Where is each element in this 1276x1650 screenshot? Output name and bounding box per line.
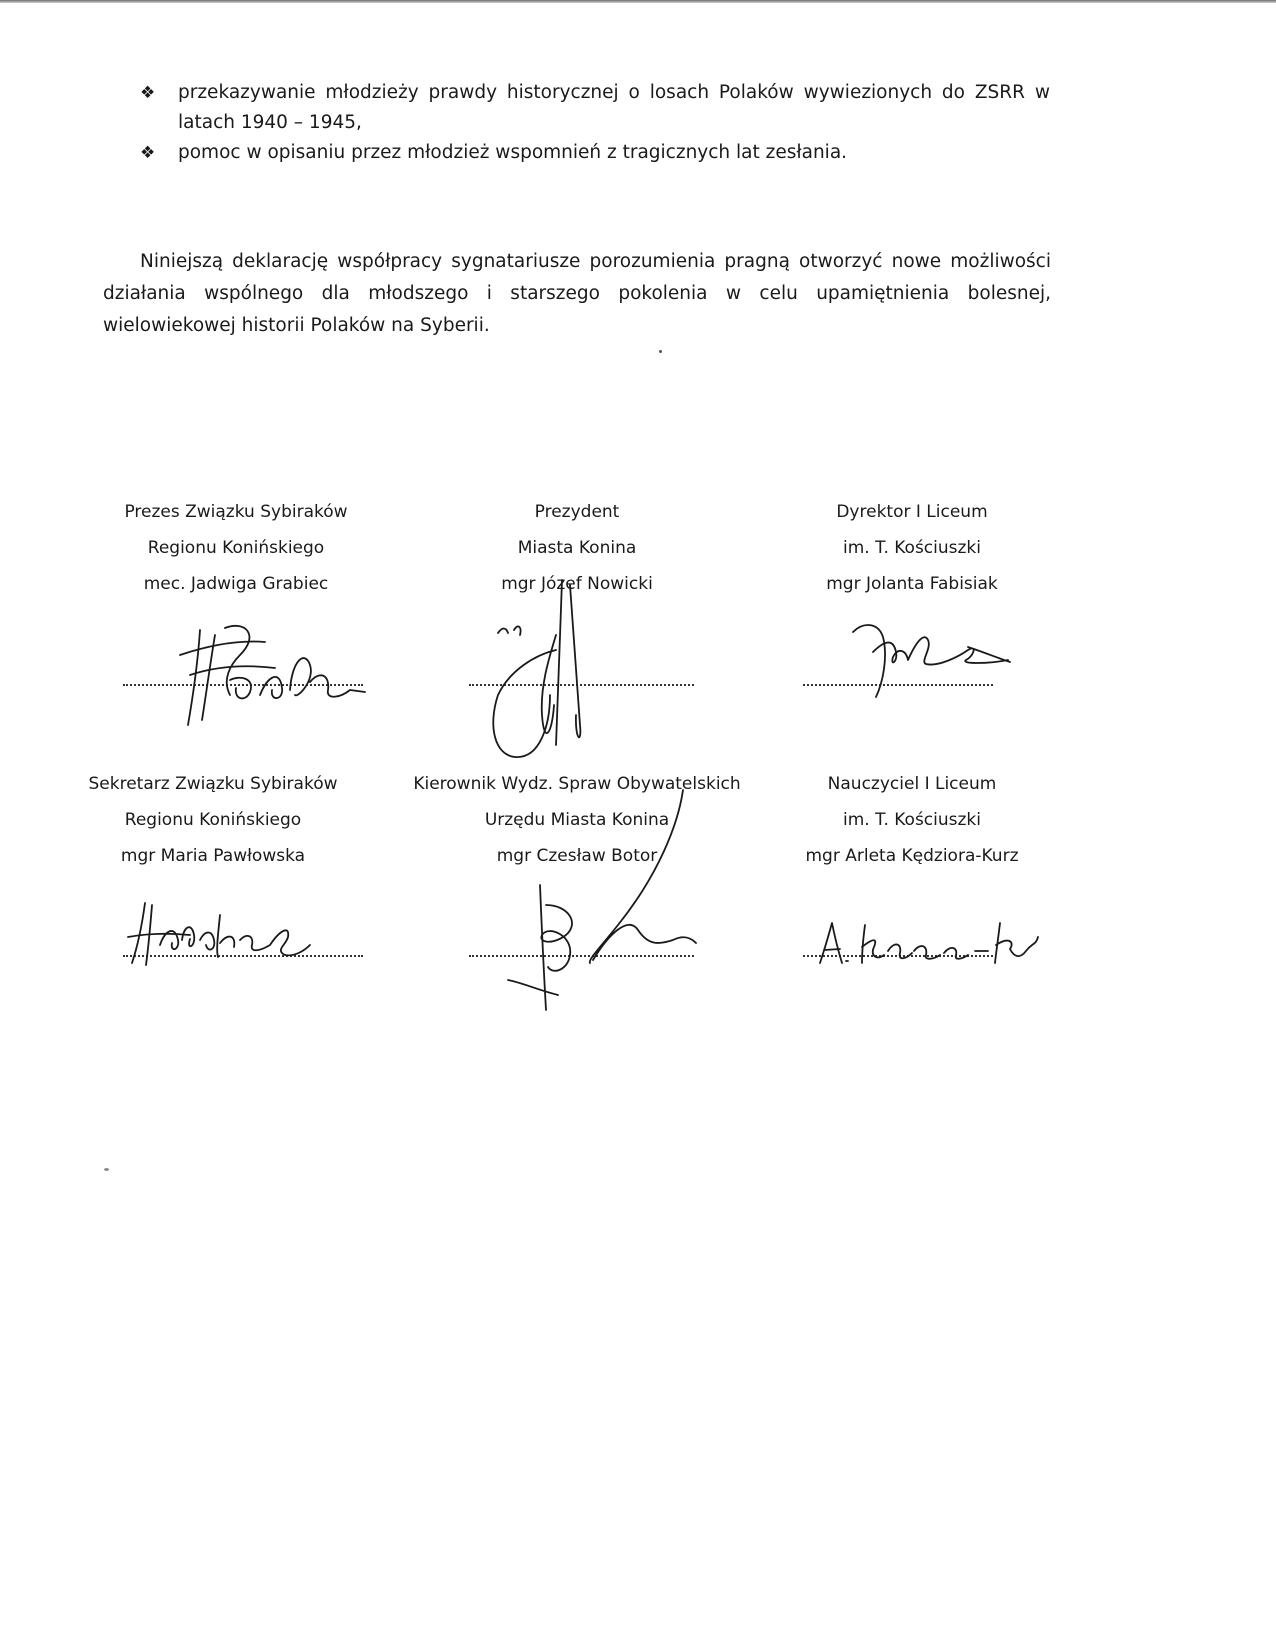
scan-edge: [0, 0, 1276, 3]
signatory-role: Dyrektor I Liceum: [836, 502, 988, 522]
diamond-bullet-icon: ❖: [140, 143, 156, 163]
signatory-org: Regionu Konińskiego: [124, 810, 302, 830]
signature-nowicki: [480, 575, 610, 765]
signatory-org: im. T. Kościuszki: [842, 810, 982, 830]
declaration-paragraph: Niniejszą deklarację współpracy sygnatariusze porozumienia pragną otworzyć nowe możliwości działania wspólnego dla młodszego i starszego pokolenia w celu upamiętnienia bolesnej, wielowiekowej historii Polaków na Syberii.: [103, 251, 1051, 336]
signatory-role: Prezydent: [534, 502, 620, 522]
goal-text: przekazywanie młodzieży prawdy historycznej o losach Polaków wywiezionych do ZSRR w latach 1940 – 1945,: [178, 82, 1050, 133]
diamond-bullet-icon: ❖: [140, 83, 156, 103]
goal-item: [140, 78, 1050, 138]
signatory-name: mgr Jolanta Fabisiak: [826, 574, 998, 594]
signatory-role: Kierownik Wydz. Spraw Obywatelskich: [413, 774, 741, 794]
signatory-block-nauczyciel: [722, 766, 1102, 874]
signatory-name: mgr Maria Pawłowska: [120, 846, 306, 866]
goals-list: [140, 78, 1050, 168]
scan-speck: [659, 350, 662, 353]
signatory-org: im. T. Kościuszki: [842, 538, 982, 558]
signatory-block-zwiazek-prezes: [46, 494, 426, 602]
signatory-name: mec. Jadwiga Grabiec: [143, 574, 329, 594]
signatory-block-dyrektor: [722, 494, 1102, 602]
signature-pawlowska: [120, 895, 320, 970]
signatory-block-zwiazek-sekretarz: [23, 766, 403, 874]
signature-grabiec: [170, 620, 380, 730]
signatory-name: mgr Czesław Botor: [496, 846, 658, 866]
signature-fabisiak: [848, 612, 1018, 702]
goal-item: [140, 138, 1050, 168]
signature-botor: [498, 785, 728, 1015]
signatory-org: Regionu Konińskiego: [147, 538, 325, 558]
goal-text: pomoc w opisaniu przez młodzież wspomnień z tragicznych lat zesłania.: [178, 142, 848, 163]
signature-kedziora-kurz: [810, 915, 1050, 975]
signatory-role: Sekretarz Związku Sybiraków: [88, 774, 338, 794]
signatory-role: Prezes Związku Sybiraków: [124, 502, 348, 522]
signatory-org: Miasta Konina: [517, 538, 637, 558]
signatory-name: mgr Józef Nowicki: [501, 574, 653, 594]
signatory-role: Nauczyciel I Liceum: [827, 774, 997, 794]
signatory-org: Urzędu Miasta Konina: [484, 810, 670, 830]
scan-speck: [104, 1168, 109, 1171]
signatory-name: mgr Arleta Kędziora-Kurz: [805, 846, 1019, 866]
